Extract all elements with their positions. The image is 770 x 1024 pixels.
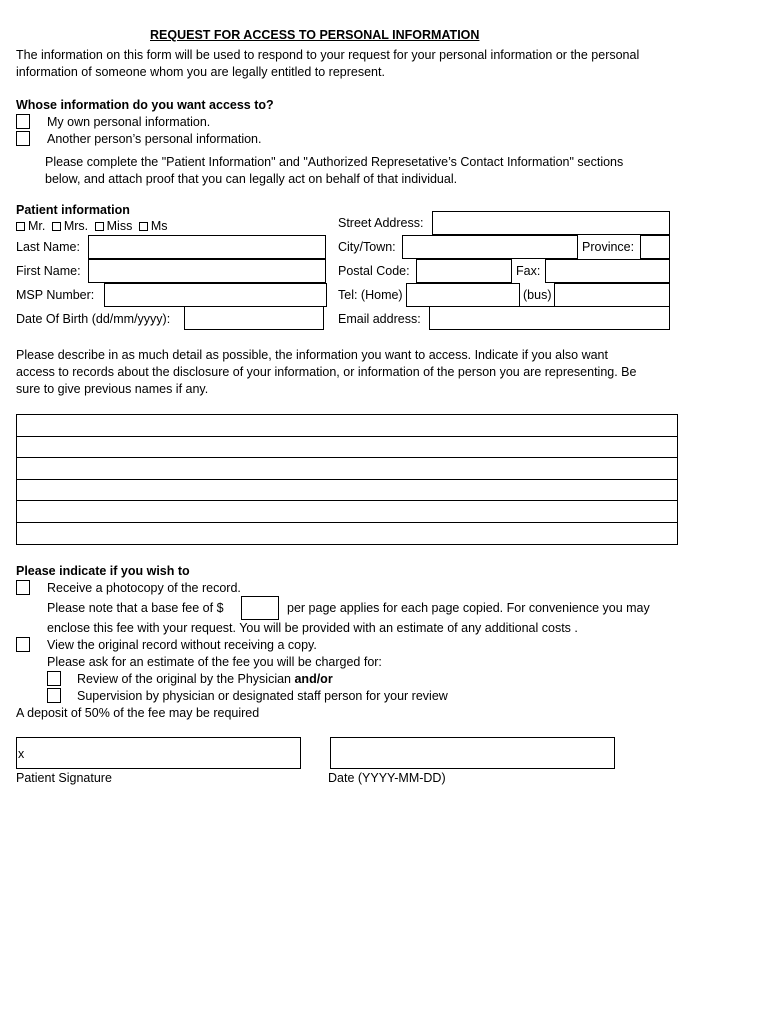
email-field[interactable]	[429, 306, 670, 330]
and-or-text: and/or	[294, 672, 333, 686]
patient-info-heading: Patient information	[16, 203, 130, 217]
wish-heading: Please indicate if you wish to	[16, 564, 190, 578]
last-name-label: Last Name:	[16, 240, 80, 254]
miss-label: Miss	[106, 219, 133, 233]
dob-label: Date Of Birth (dd/mm/yyyy):	[16, 312, 171, 326]
physician-review-label: Review of the original by the Physician and/or	[77, 672, 333, 686]
fee-text-after: per page applies for each page copied. For convenience you may	[287, 601, 650, 615]
another-person-label: Another person’s personal information.	[47, 132, 262, 146]
describe-text-line2: access to records about the disclosure of your information, or information of the person you are representing. Be	[16, 365, 637, 379]
last-name-field[interactable]	[88, 235, 326, 259]
msp-number-field[interactable]	[104, 283, 327, 307]
describe-text-line1: Please describe in as much detail as possible, the information you want to access. Indicate if you also want	[16, 348, 608, 362]
email-label: Email address:	[338, 312, 421, 326]
describe-text-line3: sure to give previous names if any.	[16, 382, 209, 396]
province-label: Province:	[582, 240, 635, 254]
another-person-checkbox[interactable]	[16, 131, 30, 146]
intro-text-line2: information of someone whom you are legally entitled to represent.	[16, 65, 385, 79]
signature-x-mark: x	[18, 747, 25, 761]
whose-heading: Whose information do you want access to?	[16, 98, 274, 112]
salutation-group	[16, 219, 168, 234]
tel-bus-field[interactable]	[554, 283, 670, 307]
form-title: REQUEST FOR ACCESS TO PERSONAL INFORMATION	[150, 28, 480, 42]
ms-checkbox[interactable]	[139, 222, 148, 231]
city-field[interactable]	[402, 235, 578, 259]
representative-note-line1: Please complete the "Patient Information" and "Authorized Represetative’s Contact Information" sections	[45, 155, 624, 169]
fax-field[interactable]	[545, 259, 670, 283]
representative-note-line2: below, and attach proof that you can legally act on behalf of that individual.	[45, 172, 458, 186]
dob-field[interactable]	[184, 306, 324, 330]
physician-review-checkbox[interactable]	[47, 671, 61, 686]
description-row[interactable]	[17, 480, 677, 502]
description-row[interactable]	[17, 415, 677, 437]
date-label: Date (YYYY-MM-DD)	[328, 771, 446, 785]
postal-code-label: Postal Code:	[338, 264, 410, 278]
first-name-field[interactable]	[88, 259, 326, 283]
description-row[interactable]	[17, 437, 677, 459]
mrs-checkbox[interactable]	[52, 222, 61, 231]
province-field[interactable]	[640, 235, 670, 259]
tel-bus-label: (bus)	[523, 288, 552, 302]
tel-home-label: Tel: (Home)	[338, 288, 403, 302]
postal-code-field[interactable]	[416, 259, 512, 283]
fee-text-before: Please note that a base fee of $	[47, 601, 224, 615]
city-label: City/Town:	[338, 240, 396, 254]
estimate-text: Please ask for an estimate of the fee you will be charged for:	[47, 655, 382, 669]
photocopy-label: Receive a photocopy of the record.	[47, 581, 241, 595]
patient-signature-label: Patient Signature	[16, 771, 112, 785]
description-row[interactable]	[17, 523, 677, 545]
description-row[interactable]	[17, 501, 677, 523]
fax-label: Fax:	[516, 264, 541, 278]
mr-label: Mr.	[28, 219, 46, 233]
description-lines[interactable]	[16, 414, 678, 545]
view-original-label: View the original record without receiving a copy.	[47, 638, 317, 652]
deposit-text: A deposit of 50% of the fee may be required	[16, 706, 260, 720]
own-info-checkbox[interactable]	[16, 114, 30, 129]
supervision-checkbox[interactable]	[47, 688, 61, 703]
patient-signature-field[interactable]	[16, 737, 301, 769]
tel-home-field[interactable]	[406, 283, 520, 307]
intro-text-line1: The information on this form will be used to respond to your request for your personal information or the personal	[16, 48, 640, 62]
date-field[interactable]	[330, 737, 615, 769]
own-info-label: My own personal information.	[47, 115, 211, 129]
photocopy-checkbox[interactable]	[16, 580, 30, 595]
miss-checkbox[interactable]	[95, 222, 104, 231]
first-name-label: First Name:	[16, 264, 81, 278]
street-address-label: Street Address:	[338, 216, 424, 230]
fee-amount-field[interactable]	[241, 596, 279, 620]
street-address-field[interactable]	[432, 211, 670, 235]
mr-checkbox[interactable]	[16, 222, 25, 231]
msp-number-label: MSP Number:	[16, 288, 95, 302]
supervision-label: Supervision by physician or designated staff person for your review	[77, 689, 448, 703]
fee-text-line2: enclose this fee with your request. You will be provided with an estimate of any additional costs .	[47, 621, 578, 635]
ms-label: Ms	[150, 219, 168, 233]
description-row[interactable]	[17, 458, 677, 480]
view-original-checkbox[interactable]	[16, 637, 30, 652]
mrs-label: Mrs.	[63, 219, 89, 233]
